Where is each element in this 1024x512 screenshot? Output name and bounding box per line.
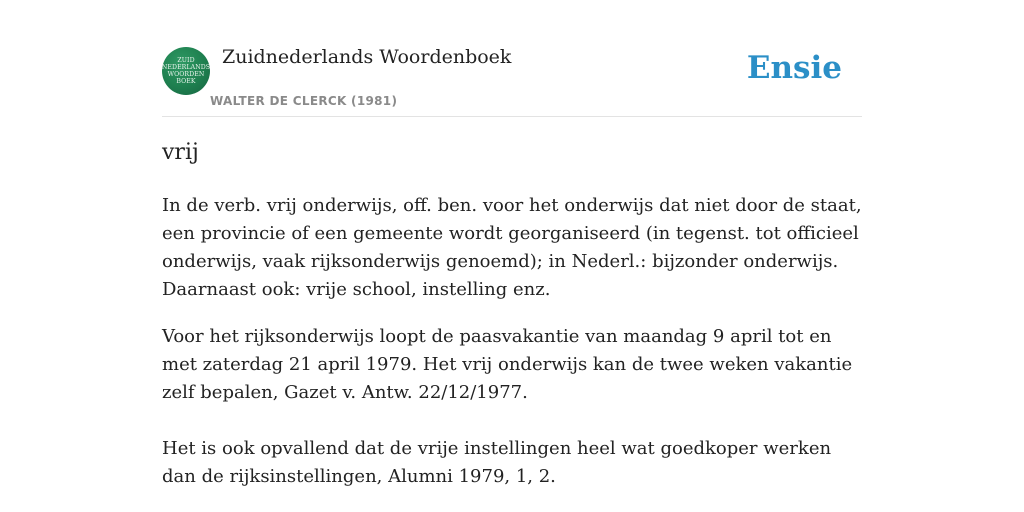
example-paragraph: Het is ook opvallend dat de vrije instellingen heel wat goedkoper werken dan de rijksinstellingen, Alumni 1979, 1, 2. — [162, 438, 832, 487]
source-header — [162, 0, 862, 117]
logo-text-line: BOEK — [176, 78, 196, 85]
logo-text-line: NEDERLANDS — [162, 64, 210, 71]
ensie-brand-link[interactable]: Ensie — [746, 50, 842, 86]
dictionary-page — [162, 0, 862, 512]
logo-text-line: WOORDEN — [167, 71, 205, 78]
example-paragraph: Voor het rijksonderwijs loopt de paasvakantie van maandag 9 april tot en met zaterdag 21 april 1979. Het vrij onderwijs kan de twee weken vakantie zelf bepalen, Gazet v. Antw. 22/12/1977. — [162, 326, 853, 403]
book-logo[interactable] — [162, 47, 210, 95]
logo-text-line: ZUID — [177, 57, 195, 64]
book-title-link[interactable]: Zuidnederlands Woordenboek — [222, 46, 512, 68]
definition-paragraph: In de verb. vrij onderwijs, off. ben. voor het onderwijs dat niet door de staat, een provincie of een gemeente wordt georganiseerd (in tegenst. tot officieel onderwijs, vaak rijksonderwijs genoemd); in Nederl.: bijzonder onderwijs. Daarnaast ook: vrije school, instelling enz. — [162, 195, 862, 300]
book-author: WALTER DE CLERCK (1981) — [210, 94, 398, 108]
headword: vrij — [162, 140, 199, 165]
